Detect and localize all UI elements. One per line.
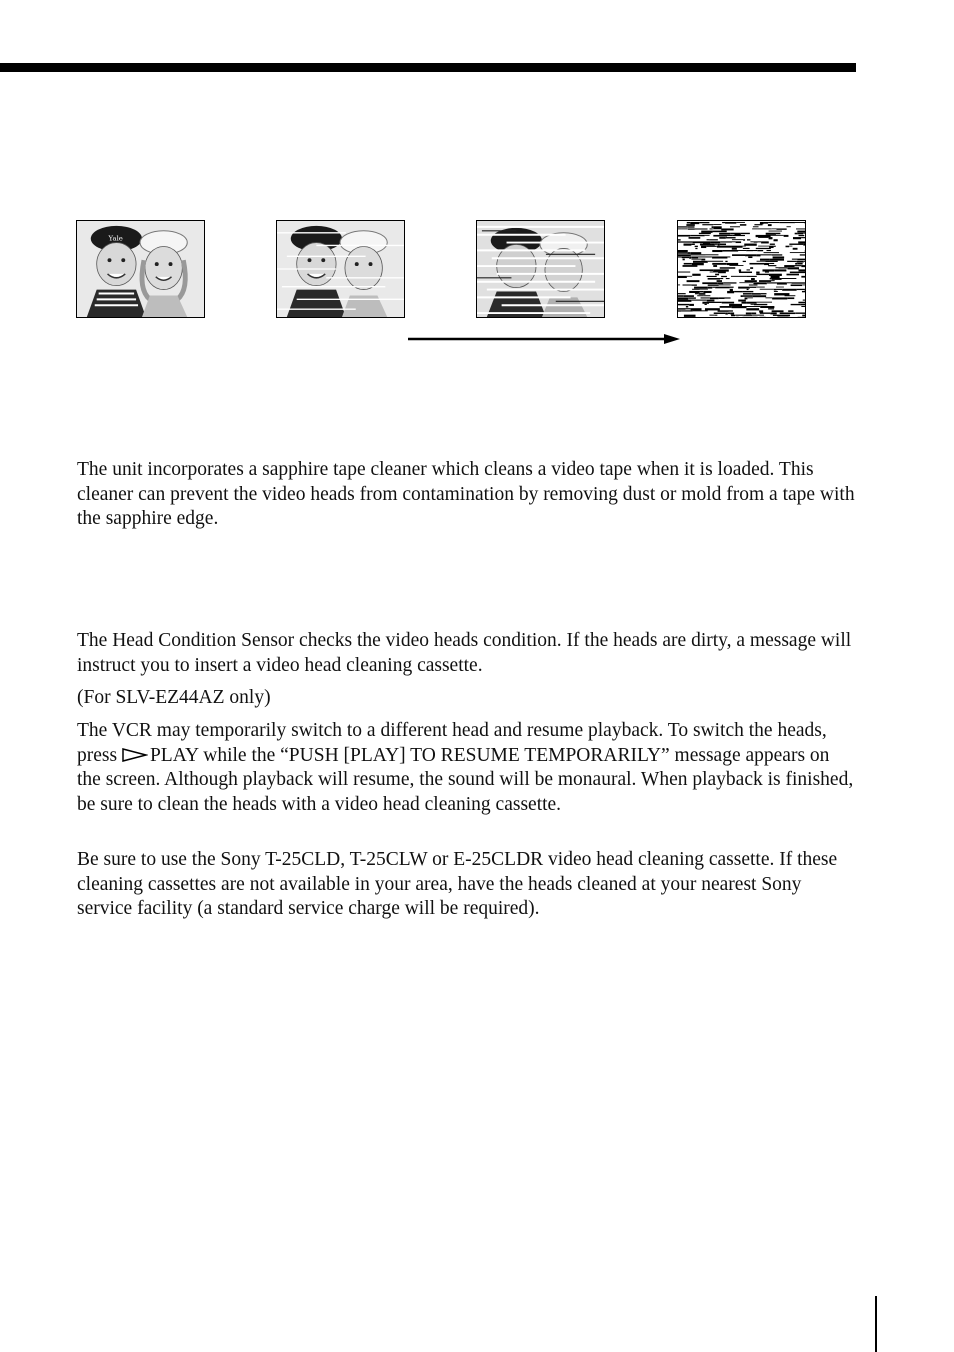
play-icon — [122, 748, 148, 762]
tape-cleaner-paragraph: The unit incorporates a sapphire tape cleaner which cleans a video tape when it is loaded. This cleaner can prevent the video heads from contamination by removing dust or mold from a tape with the sapphire edge. — [77, 459, 855, 529]
switch-heads-paragraph — [77, 719, 857, 817]
svg-text:Yale: Yale — [108, 234, 123, 243]
switch-heads-text-after: while the “PUSH [PLAY] TO RESUME TEMPORARILY” message appears on the screen. Although playback will resume, the sound will be monaural. When playback is finished, be sure to clean the heads with a video head cleaning cassette. — [77, 744, 854, 815]
switch-heads-text-before: The VCR may temporarily switch to a different head and resume playback. To switch the heads, press — [77, 720, 827, 766]
play-button-label: PLAY — [149, 744, 199, 766]
page-edge-rule — [875, 1296, 877, 1352]
clear-picture-image — [76, 220, 205, 318]
noisy-picture-image — [476, 220, 605, 318]
header-rule — [0, 63, 856, 72]
degradation-arrow — [408, 330, 680, 348]
model-note: (For SLV-EZ44AZ only) — [77, 687, 271, 708]
no-picture-image — [677, 220, 806, 318]
cassette-paragraph: Be sure to use the Sony T-25CLD, T-25CLW or E-25CLDR video head cleaning cassette. If these cleaning cassettes are not available in your area, have the heads cleaned at your nearest Sony service facility (a standard service charge will be required). — [77, 849, 838, 919]
slightly-noisy-picture-image — [276, 220, 405, 318]
sensor-paragraph: The Head Condition Sensor checks the video heads condition. If the heads are dirty, a message will instruct you to insert a video head cleaning cassette. — [77, 630, 852, 676]
